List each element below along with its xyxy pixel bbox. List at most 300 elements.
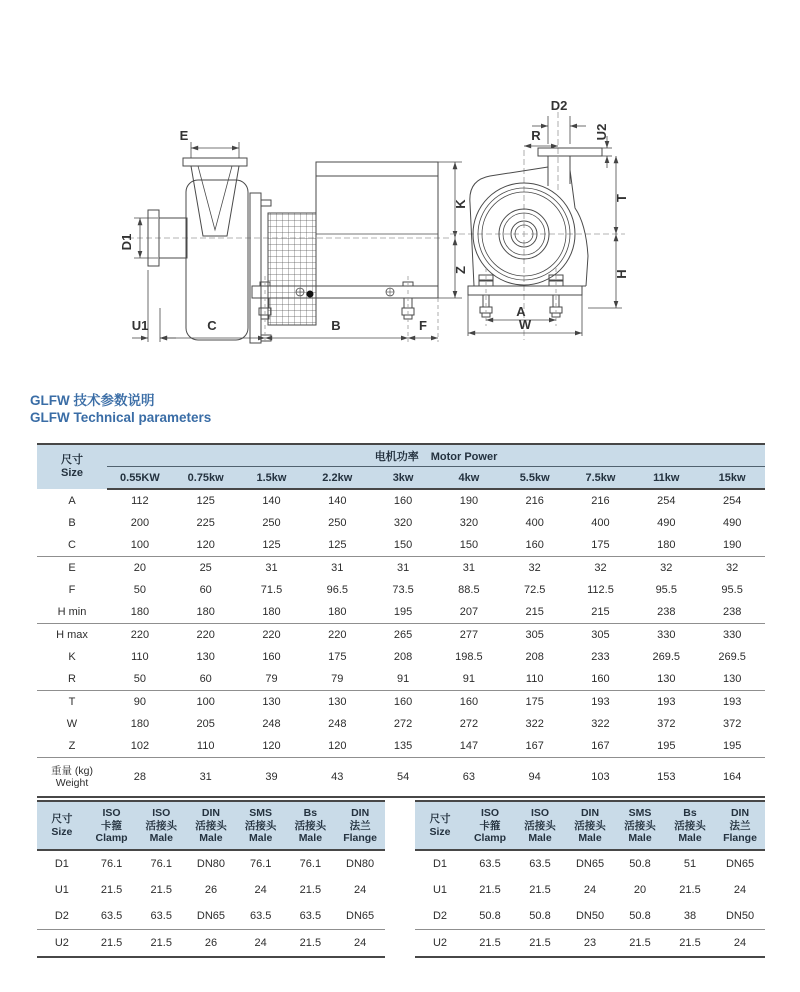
table-cell: 305 — [525, 629, 544, 641]
table-header-row — [37, 444, 765, 467]
column-header-line: 法兰 — [349, 819, 371, 832]
table-cell: 160 — [502, 534, 568, 557]
table-row — [415, 929, 765, 957]
dim-label-d1: D1 — [119, 233, 134, 251]
table-cell: 330 — [657, 629, 676, 641]
table-cell: 272 — [459, 718, 479, 730]
table-cell: 153 — [633, 758, 699, 798]
table-row — [415, 903, 765, 930]
table-cell: 32 — [726, 562, 739, 574]
table-cell: 96.5 — [326, 584, 348, 596]
column-header: 2.2kw — [304, 467, 370, 490]
table-cell: 135 — [370, 735, 436, 758]
table-cell: 26 — [204, 883, 218, 896]
table-cell: 250 — [328, 517, 347, 529]
column-header-line: 活接头 — [524, 819, 556, 832]
column-header — [615, 801, 665, 850]
row-label: K — [68, 651, 76, 663]
column-header: 0.55KW — [107, 467, 173, 490]
table-cell: DN65 — [346, 909, 375, 922]
table-cell: 21.5 — [479, 883, 501, 896]
table-cell: 180 — [173, 601, 239, 624]
table-cell: 277 — [459, 629, 479, 641]
table-cell: 50.8 — [479, 909, 501, 922]
table-cell: 160 — [568, 668, 634, 691]
row-label: D2 — [54, 909, 69, 922]
column-header-line: DIN — [351, 807, 370, 819]
table-cell: 24 — [583, 883, 597, 896]
table-cell: 490 — [657, 517, 676, 529]
table-cell: 125 — [304, 534, 370, 557]
column-header — [87, 801, 137, 850]
motor-body — [316, 162, 438, 298]
dim-label-c: C — [207, 318, 217, 333]
column-header: 11kw — [633, 467, 699, 490]
table-cell: 167 — [568, 735, 634, 758]
table-row — [37, 713, 765, 735]
row-label: U2 — [415, 929, 465, 957]
shaft-guard — [268, 213, 316, 325]
table-cell: DN80 — [346, 857, 375, 870]
table-cell: 71.5 — [260, 584, 283, 596]
table-cell: 180 — [304, 601, 370, 624]
table-cell: 24 — [236, 929, 286, 957]
column-header-line: 活接头 — [294, 819, 327, 832]
table-cell: 200 — [130, 517, 150, 529]
table-cell: 320 — [393, 517, 413, 529]
table-cell: 21.5 — [515, 929, 565, 957]
table-cell: 305 — [591, 629, 610, 641]
table-cell: 21.5 — [615, 929, 665, 957]
table-cell: 320 — [459, 517, 479, 529]
column-header-line: ISO — [102, 807, 121, 819]
table-cell: 21.5 — [286, 929, 336, 957]
dim-label-a: A — [516, 304, 526, 319]
table-cell: 76.1 — [150, 857, 172, 870]
column-header-line: SMS — [628, 807, 652, 819]
inlet-flange — [183, 158, 247, 166]
table-cell: 175 — [525, 696, 544, 708]
table-cell: 164 — [699, 758, 765, 798]
table-cell: 205 — [196, 718, 215, 730]
table-row — [415, 877, 765, 903]
table-cell: 195 — [699, 735, 765, 758]
table-cell: 31 — [173, 758, 239, 798]
table-cell: 198.5 — [455, 651, 483, 663]
table-cell: 254 — [657, 495, 676, 507]
table-cell: DN50 — [575, 909, 605, 922]
table-cell: 140 — [262, 495, 281, 507]
table-cell: 125 — [196, 495, 215, 507]
table-cell: 175 — [328, 651, 347, 663]
column-header-line: 尺寸 — [429, 813, 451, 826]
table-cell: 225 — [196, 517, 215, 529]
table-row — [37, 929, 385, 957]
dim-label-u2: U2 — [594, 123, 609, 141]
table-row — [37, 601, 765, 624]
column-header-line: 法兰 — [729, 819, 751, 832]
table-row — [37, 668, 765, 691]
table-cell: 39 — [239, 758, 305, 798]
column-header-line: DIN — [580, 807, 600, 819]
section-title-en: GLFW Technical parameters — [30, 410, 212, 425]
table-cell: 215 — [568, 601, 634, 624]
table-row — [415, 850, 765, 877]
column-header-line: Size — [429, 825, 451, 838]
column-header: 4kw — [436, 467, 502, 490]
table-cell: 322 — [525, 718, 544, 730]
table-row — [37, 691, 765, 714]
table-row — [37, 646, 765, 668]
table-cell: 120 — [304, 735, 370, 758]
table-cell: 160 — [459, 696, 479, 708]
table-cell: 24 — [254, 883, 267, 896]
column-header — [186, 801, 236, 850]
table-row — [37, 850, 385, 877]
base-plate — [468, 286, 582, 295]
front-view — [450, 112, 625, 340]
table-cell: 180 — [633, 534, 699, 557]
table-cell: 21.5 — [100, 883, 123, 896]
table-cell: 63.5 — [479, 857, 501, 870]
table-cell: 372 — [722, 718, 742, 730]
table-cell: 193 — [591, 696, 610, 708]
section-title — [30, 392, 211, 426]
column-header-line: Flange — [723, 832, 757, 844]
table-cell: 220 — [196, 629, 215, 641]
dim-label-b: B — [331, 318, 341, 333]
column-header-line: DIN — [730, 807, 750, 819]
main-table-body — [37, 489, 765, 797]
table-cell: 103 — [568, 758, 634, 798]
table-cell: 25 — [199, 562, 212, 574]
table-cell: 207 — [436, 601, 502, 624]
column-header: 0.75kw — [173, 467, 239, 490]
column-header — [665, 801, 715, 850]
table-cell: 79 — [304, 668, 370, 691]
table-cell: 63.5 — [150, 909, 172, 922]
table-cell: 24 — [715, 929, 765, 957]
column-header-line: Male — [678, 832, 702, 844]
table-cell: 150 — [370, 534, 436, 557]
table-cell: 269.5 — [652, 651, 681, 663]
table-cell: 91 — [370, 668, 436, 691]
table-cell: 130 — [196, 651, 215, 663]
table-cell: 208 — [393, 651, 413, 663]
row-label: E — [68, 562, 76, 574]
dim-label-f: F — [419, 318, 427, 333]
table-row — [37, 512, 765, 534]
table-cell: 91 — [436, 668, 502, 691]
table-cell: 180 — [107, 601, 173, 624]
table-cell: 112.5 — [587, 584, 614, 596]
table-cell: 21.5 — [679, 883, 701, 896]
dim-label-w: W — [518, 317, 532, 332]
column-header — [37, 801, 87, 850]
table-header-row — [37, 801, 385, 850]
column-header-line: Clamp — [473, 832, 507, 844]
column-header-line: 活接头 — [244, 819, 277, 832]
table-cell: 400 — [591, 517, 610, 529]
column-header — [515, 801, 565, 850]
dim-label-k: K — [453, 199, 468, 209]
table-cell: 220 — [262, 629, 281, 641]
pump-technical-drawing — [0, 58, 800, 370]
column-header: 7.5kw — [568, 467, 634, 490]
table-cell: 233 — [591, 651, 610, 663]
table-cell: 24 — [335, 929, 385, 957]
row-label: W — [66, 718, 78, 730]
table-row — [37, 735, 765, 758]
column-header — [715, 801, 765, 850]
table-cell: 38 — [683, 909, 697, 922]
table-cell: 31 — [396, 562, 410, 574]
table-cell: 32 — [594, 562, 607, 574]
column-header — [286, 801, 336, 850]
column-header: 15kw — [699, 467, 765, 490]
column-header-line: 卡箍 — [479, 819, 501, 832]
motor-power-header-cn: 电机功率 — [374, 450, 419, 463]
table-cell: 248 — [328, 718, 347, 730]
table-cell: 322 — [591, 718, 610, 730]
table-cell: 140 — [328, 495, 347, 507]
table-cell: DN65 — [196, 909, 226, 922]
table-cell: 100 — [196, 696, 215, 708]
table-cell: 24 — [353, 883, 367, 896]
table-cell: 21.5 — [150, 883, 172, 896]
dim-label-r: R — [531, 128, 541, 143]
housing-right — [570, 170, 588, 286]
table-cell: 160 — [393, 495, 413, 507]
table-cell: 31 — [331, 562, 344, 574]
column-header-line: 活接头 — [195, 819, 227, 832]
table-cell: 100 — [107, 534, 173, 557]
table-cell: 167 — [502, 735, 568, 758]
table-cell: DN80 — [196, 857, 226, 870]
table-cell: 265 — [393, 629, 413, 641]
column-header-line: Male — [578, 832, 602, 844]
column-header-line: 活接头 — [674, 819, 706, 832]
row-label: T — [68, 696, 76, 708]
table-cell: 21.5 — [665, 929, 715, 957]
table-cell: 60 — [173, 668, 239, 691]
table-cell: 31 — [462, 562, 475, 574]
row-label: R — [37, 668, 107, 691]
column-header-line: ISO — [530, 807, 550, 819]
table-cell: 60 — [199, 584, 212, 596]
column-header-line: 活接头 — [624, 819, 656, 832]
table-cell: 90 — [133, 696, 147, 708]
table-cell: 43 — [304, 758, 370, 798]
column-header-line: SMS — [249, 807, 273, 819]
table-cell: 76.1 — [299, 857, 322, 870]
column-header: 3kw — [370, 467, 436, 490]
table-cell: 50.8 — [529, 909, 551, 922]
table-cell: 31 — [265, 562, 278, 574]
table-cell: 95.5 — [655, 584, 677, 596]
table-cell: 50.8 — [629, 857, 651, 870]
row-label: C — [37, 534, 107, 557]
dim-label-z: Z — [453, 266, 468, 274]
column-header-line: Flange — [343, 832, 378, 844]
row-label: D1 — [432, 857, 448, 870]
table-cell: 110 — [502, 668, 568, 691]
dim-label-h: H — [614, 269, 629, 279]
column-header-line: Clamp — [95, 832, 128, 844]
table-cell: 32 — [528, 562, 541, 574]
table-cell: 272 — [393, 718, 413, 730]
table-cell: 72.5 — [523, 584, 546, 596]
column-header-line: Male — [528, 832, 552, 844]
motor-power-header-en: Motor Power — [430, 450, 498, 463]
row-label: A — [68, 494, 76, 507]
dim-label-t: T — [614, 194, 629, 202]
motor-power-header — [107, 444, 765, 467]
table-cell: 50.8 — [629, 909, 651, 922]
column-header-line: Male — [248, 832, 273, 844]
table-cell: 238 — [633, 601, 699, 624]
row-label: U1 — [54, 883, 69, 896]
table-cell: 21.5 — [136, 929, 186, 957]
table-cell: DN50 — [725, 909, 755, 922]
table-cell: 372 — [657, 718, 676, 730]
table-cell: 20 — [633, 883, 647, 896]
column-header-line: ISO — [480, 807, 500, 819]
row-label: B — [68, 517, 76, 529]
table-cell: 193 — [722, 696, 742, 708]
table-cell: 23 — [565, 929, 615, 957]
table-cell: 76.1 — [100, 857, 123, 870]
row-label: H max — [56, 629, 88, 641]
table-cell: 20 — [133, 562, 147, 574]
table-cell: 130 — [328, 696, 347, 708]
table-cell: 195 — [370, 601, 436, 624]
column-header — [335, 801, 385, 850]
table-cell: 88.5 — [458, 584, 480, 596]
table-cell: 112 — [131, 495, 149, 507]
column-header: 5.5kw — [502, 467, 568, 490]
table-cell: 63.5 — [529, 857, 551, 870]
table-cell: 400 — [525, 517, 544, 529]
column-header-line: Bs — [303, 807, 318, 819]
table-cell: 160 — [262, 651, 281, 663]
side-view — [128, 142, 462, 343]
table-cell: 254 — [722, 495, 742, 507]
column-header-line: Male — [628, 832, 652, 844]
table-cell: 208 — [525, 651, 544, 663]
table-cell: 216 — [591, 495, 610, 507]
table-cell: 21.5 — [299, 883, 322, 896]
kw-header-row — [37, 467, 765, 490]
table-row — [37, 877, 385, 903]
table-cell: 269.5 — [718, 651, 746, 663]
table-row — [37, 624, 765, 647]
row-label: Z — [37, 735, 107, 758]
table-cell: 175 — [568, 534, 634, 557]
column-header-line: DIN — [201, 807, 220, 819]
column-header-line: Male — [298, 832, 323, 844]
row-label-line: 重量 (kg) — [51, 764, 93, 777]
table-cell: 102 — [107, 735, 173, 758]
table-cell: 94 — [502, 758, 568, 798]
connection-table — [37, 800, 385, 958]
table-cell: 147 — [436, 735, 502, 758]
table-cell: 26 — [186, 929, 236, 957]
inlet-funnel — [191, 166, 239, 236]
table-cell: 330 — [722, 629, 742, 641]
table-cell: 125 — [239, 534, 305, 557]
dim-label-e: E — [179, 128, 189, 143]
table-cell: 180 — [239, 601, 305, 624]
column-header — [415, 801, 465, 850]
table-cell: 79 — [239, 668, 305, 691]
left-foot-bolt — [479, 268, 493, 326]
table-cell: 63.5 — [100, 909, 123, 922]
table-cell: 21.5 — [529, 883, 551, 896]
column-header — [465, 801, 515, 850]
table-cell: 51 — [683, 857, 697, 870]
table-cell: 21.5 — [465, 929, 515, 957]
table-cell: 63 — [436, 758, 502, 798]
table-cell: 195 — [633, 735, 699, 758]
table-cell: 216 — [525, 495, 544, 507]
size-header-cn: 尺寸 — [61, 454, 83, 466]
table-cell: 24 — [733, 883, 747, 896]
table-cell: 110 — [173, 735, 239, 758]
table-cell: 130 — [262, 696, 281, 708]
column-header-line: ISO — [152, 807, 171, 819]
table-cell: 180 — [130, 718, 150, 730]
table-cell: 248 — [262, 718, 281, 730]
table-cell: 50 — [133, 584, 147, 596]
column-header: 1.5kw — [239, 467, 305, 490]
table-cell: 63.5 — [249, 909, 272, 922]
dim-label-d2: D2 — [550, 98, 568, 113]
table-cell: 76.1 — [249, 857, 272, 870]
glfw-parameters-table — [37, 443, 765, 798]
row-label — [37, 758, 107, 798]
column-header — [236, 801, 286, 850]
table-cell: 193 — [657, 696, 676, 708]
connection-table — [415, 800, 765, 958]
table-cell: 130 — [633, 668, 699, 691]
row-label: U1 — [432, 883, 448, 896]
column-header-line: 尺寸 — [51, 813, 73, 826]
section-title-cn: GLFW 技术参数说明 — [30, 393, 155, 408]
table-cell: 220 — [328, 629, 347, 641]
column-header — [136, 801, 186, 850]
table-cell: 120 — [173, 534, 239, 557]
table-row — [37, 534, 765, 557]
column-header-line: Size — [51, 825, 73, 838]
table-row — [37, 758, 765, 798]
row-label: F — [68, 584, 76, 596]
table-cell: 32 — [660, 562, 673, 574]
column-header-line: Male — [149, 832, 173, 844]
table-cell: 160 — [393, 696, 413, 708]
table-cell: 215 — [502, 601, 568, 624]
table-cell: 28 — [107, 758, 173, 798]
table-row — [37, 489, 765, 512]
table-cell: 63.5 — [299, 909, 322, 922]
column-header-line: 活接头 — [145, 819, 177, 832]
discharge-flange — [538, 148, 602, 156]
table-cell: 95.5 — [721, 584, 743, 596]
row-label: H min — [37, 601, 107, 624]
table-row — [37, 579, 765, 601]
table-cell: 73.5 — [392, 584, 414, 596]
table-cell: 21.5 — [87, 929, 137, 957]
